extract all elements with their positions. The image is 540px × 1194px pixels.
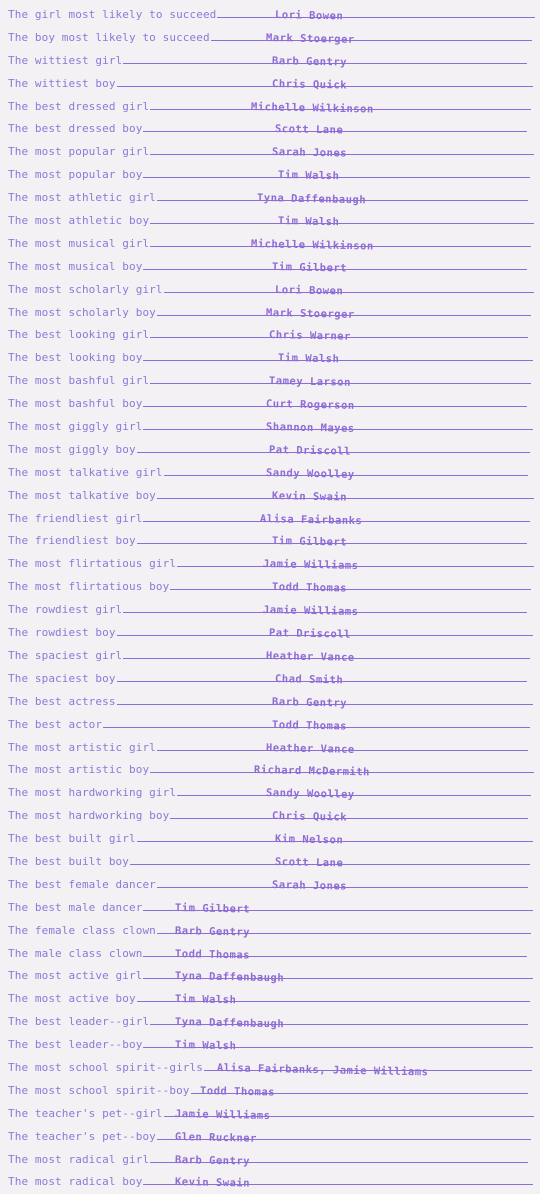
award-category: The most artistic girl — [8, 740, 156, 754]
awardee-name: Lori Bowen — [274, 283, 344, 298]
awardee-name: Tyna Daffenbaugh — [174, 1016, 285, 1031]
award-category: The best looking girl — [8, 328, 150, 342]
awardee-name: Pat Driscoll — [268, 627, 351, 641]
award-line — [8, 214, 534, 227]
award-row — [0, 737, 540, 760]
awardee-name: Mark Stoerger — [265, 31, 355, 46]
award-line — [8, 534, 527, 550]
awardee-name: Glen Ruckner — [174, 1130, 257, 1145]
award-line — [8, 145, 534, 158]
awardee-name: Michelle Wilkinson — [250, 100, 374, 116]
award-category: The best actress — [8, 694, 116, 708]
award-category: The best actor — [8, 717, 103, 731]
awardee-name: Jamie Williams — [262, 558, 359, 573]
award-row — [0, 485, 540, 508]
awardee-name: Curt Rogerson — [265, 398, 355, 412]
award-row — [0, 897, 540, 920]
award-category: The best dressed boy — [8, 122, 143, 136]
award-category: The spaciest girl — [8, 648, 123, 662]
award-row — [0, 553, 540, 576]
award-row — [0, 370, 540, 393]
awardee-name: Barb Gentry — [271, 54, 348, 69]
awardee-name: Jamie Williams — [262, 604, 359, 619]
award-category: The most flirtatious boy — [8, 580, 170, 594]
award-category: The female class clown — [8, 923, 156, 937]
award-row — [0, 393, 540, 416]
award-line — [8, 260, 527, 273]
awardee-name: Barb Gentry — [174, 1153, 251, 1168]
award-row — [0, 27, 540, 50]
award-row — [0, 988, 540, 1011]
award-row — [0, 1126, 540, 1149]
award-category: The most scholarly boy — [8, 305, 156, 319]
award-category: The best built girl — [8, 832, 136, 846]
award-line — [8, 54, 527, 67]
awardee-name: Tim Walsh — [277, 352, 340, 366]
awardee-name: Chris Warner — [268, 329, 351, 344]
awardee-name: Heather Vance — [265, 741, 355, 756]
award-line — [8, 168, 530, 181]
award-row — [0, 96, 540, 119]
award-row — [0, 73, 540, 96]
award-row — [0, 302, 540, 325]
award-line — [8, 1107, 534, 1120]
award-row — [0, 1103, 540, 1126]
award-line — [8, 351, 533, 364]
award-line — [8, 855, 530, 868]
awardee-name: Tim Walsh — [174, 993, 237, 1007]
award-line — [8, 924, 531, 937]
award-row — [0, 164, 540, 187]
awardee-name: Todd Thomas — [174, 947, 251, 962]
award-row — [0, 439, 540, 462]
award-row — [0, 118, 540, 141]
award-row — [0, 324, 540, 347]
award-row — [0, 599, 540, 622]
awardee-name: Jamie Williams — [174, 1107, 271, 1122]
award-category: The most musical girl — [8, 236, 150, 250]
award-row — [0, 1034, 540, 1057]
award-row — [0, 1057, 540, 1080]
award-line — [8, 672, 527, 685]
awardee-name: Sandy Woolley — [265, 787, 355, 802]
award-line — [8, 878, 528, 891]
award-category: The most flirtatious girl — [8, 557, 177, 571]
award-row — [0, 187, 540, 210]
award-category: The most scholarly girl — [8, 282, 163, 296]
award-category: The friendliest girl — [8, 511, 143, 525]
award-category: The most radical boy — [8, 1175, 143, 1189]
awardee-name: Heather Vance — [265, 649, 355, 664]
awardee-name: Scott Lane — [274, 123, 344, 137]
award-category: The most school spirit--boy — [8, 1083, 190, 1097]
awardee-name: Tyna Daffenbaugh — [174, 970, 285, 985]
award-row — [0, 714, 540, 737]
award-category: The most giggly girl — [8, 420, 143, 434]
award-row — [0, 508, 540, 531]
awardee-name: Chris Quick — [271, 77, 348, 92]
award-category: The wittiest girl — [8, 53, 123, 67]
award-line — [8, 718, 530, 731]
awardee-name: Tamey Larson — [268, 375, 351, 389]
award-row — [0, 1171, 540, 1194]
award-line — [8, 283, 534, 296]
awardee-name: Pat Driscoll — [268, 443, 351, 458]
award-row — [0, 530, 540, 553]
awardee-name: Tim Gilbert — [271, 535, 348, 550]
award-row — [0, 965, 540, 988]
award-category: The best female dancer — [8, 877, 156, 891]
award-row — [0, 874, 540, 897]
award-row — [0, 691, 540, 714]
awardee-name: Mark Stoerger — [265, 306, 355, 321]
award-category: The friendliest boy — [8, 534, 136, 548]
awardee-name: Tyna Daffenbaugh — [256, 192, 367, 207]
award-category: The most athletic girl — [8, 191, 156, 205]
award-category: The rowdiest boy — [8, 626, 116, 640]
award-row — [0, 256, 540, 279]
award-row — [0, 416, 540, 439]
awardee-name: Chris Quick — [271, 810, 348, 824]
award-category: The most radical girl — [8, 1152, 150, 1166]
award-row — [0, 782, 540, 805]
award-row — [0, 347, 540, 370]
award-line — [8, 122, 527, 135]
awardee-name: Kevin Swain — [174, 1176, 251, 1190]
awardee-name: Sandy Woolley — [265, 466, 355, 481]
award-category: The rowdiest girl — [8, 603, 123, 617]
awardee-name: Lori Bowen — [274, 9, 344, 23]
award-line — [8, 901, 533, 914]
awardee-name: Scott Lane — [274, 855, 344, 870]
award-category: The most giggly boy — [8, 442, 136, 456]
awardee-name: Shannon Mayes — [265, 421, 355, 435]
award-category: The most talkative girl — [8, 465, 163, 479]
award-line — [8, 832, 533, 845]
award-category: The most active boy — [8, 992, 136, 1006]
award-line — [8, 809, 528, 822]
award-line — [8, 992, 530, 1005]
award-category: The most hardworking girl — [8, 786, 177, 800]
award-line — [8, 947, 527, 960]
awardee-name: Richard McDermith — [253, 764, 371, 779]
award-row — [0, 668, 540, 691]
award-row — [0, 759, 540, 782]
awardee-name: Todd Thomas — [271, 718, 348, 733]
awardee-name: Tim Walsh — [174, 1039, 237, 1053]
award-row — [0, 4, 540, 27]
awardee-name: Tim Walsh — [277, 169, 340, 183]
award-category: The male class clown — [8, 946, 143, 960]
awardee-name: Sarah Jones — [271, 878, 348, 893]
award-category: The most school spirit--girls — [8, 1060, 203, 1074]
award-category: The best leader--girl — [8, 1015, 150, 1029]
award-category: The most athletic boy — [8, 214, 150, 228]
award-row — [0, 1149, 540, 1172]
superlatives-list — [0, 4, 540, 1194]
award-category: The best looking boy — [8, 351, 143, 365]
awardee-name: Kevin Swain — [271, 489, 348, 504]
award-row — [0, 1080, 540, 1103]
awardee-name: Sarah Jones — [271, 146, 348, 160]
awardee-name: Michelle Wilkinson — [250, 237, 374, 253]
award-category: The most talkative boy — [8, 488, 156, 502]
award-row — [0, 622, 540, 645]
awardee-name: Tim Gilbert — [174, 901, 251, 916]
award-category: The teacher's pet--boy — [8, 1129, 156, 1143]
awardee-name: Alisa Fairbanks — [259, 512, 363, 527]
award-line — [8, 695, 533, 708]
awardee-name: Chad Smith — [274, 672, 344, 687]
award-category: The spaciest boy — [8, 671, 116, 685]
awardee-name: Barb Gentry — [174, 924, 251, 939]
award-line — [8, 1130, 531, 1143]
awardee-name: Todd Thomas — [200, 1084, 276, 1099]
award-category: The boy most likely to succeed — [8, 30, 210, 44]
award-row — [0, 943, 540, 966]
awardee-name: Alisa Fairbanks, Jamie Williams — [217, 1061, 429, 1079]
award-category: The most active girl — [8, 969, 143, 983]
award-category: The most musical boy — [8, 259, 143, 273]
answer-blank — [211, 40, 532, 41]
award-line — [8, 580, 531, 593]
award-row — [0, 462, 540, 485]
awardee-name: Tim Walsh — [277, 215, 340, 229]
award-category: The teacher's pet--girl — [8, 1106, 163, 1120]
award-row — [0, 576, 540, 599]
award-line — [8, 1153, 528, 1166]
award-line — [8, 489, 534, 502]
award-line — [8, 8, 535, 21]
award-category: The most popular boy — [8, 168, 143, 182]
answer-blank — [170, 818, 528, 819]
award-row — [0, 233, 540, 256]
awardee-name: Tim Gilbert — [271, 260, 348, 275]
award-row — [0, 851, 540, 874]
answer-blank — [150, 223, 533, 224]
award-line — [8, 77, 533, 90]
answer-blank — [170, 589, 531, 590]
award-category: The wittiest boy — [8, 76, 116, 90]
award-row — [0, 1011, 540, 1034]
award-line — [8, 1175, 533, 1188]
award-category: The most popular girl — [8, 145, 150, 159]
award-line — [8, 328, 528, 344]
award-category: The most bashful boy — [8, 397, 143, 411]
award-row — [0, 210, 540, 233]
award-row — [0, 279, 540, 302]
award-category: The best dressed girl — [8, 99, 150, 113]
award-row — [0, 141, 540, 164]
answer-blank — [164, 292, 534, 293]
award-category: The girl most likely to succeed — [8, 8, 217, 21]
awardee-name: Todd Thomas — [271, 581, 348, 595]
award-category: The best leader--boy — [8, 1038, 143, 1052]
award-row — [0, 828, 540, 851]
award-category: The best male dancer — [8, 900, 143, 914]
awardee-name: Kim Nelson — [274, 833, 344, 847]
award-category: The most bashful girl — [8, 374, 150, 388]
award-category: The most artistic boy — [8, 763, 150, 777]
answer-blank — [217, 17, 534, 18]
award-row — [0, 645, 540, 668]
award-line — [8, 1038, 533, 1051]
award-row — [0, 920, 540, 943]
award-category: The best built boy — [8, 854, 130, 868]
award-category: The most hardworking boy — [8, 809, 170, 823]
award-row — [0, 805, 540, 828]
awardee-name: Barb Gentry — [271, 695, 348, 710]
award-row — [0, 50, 540, 73]
